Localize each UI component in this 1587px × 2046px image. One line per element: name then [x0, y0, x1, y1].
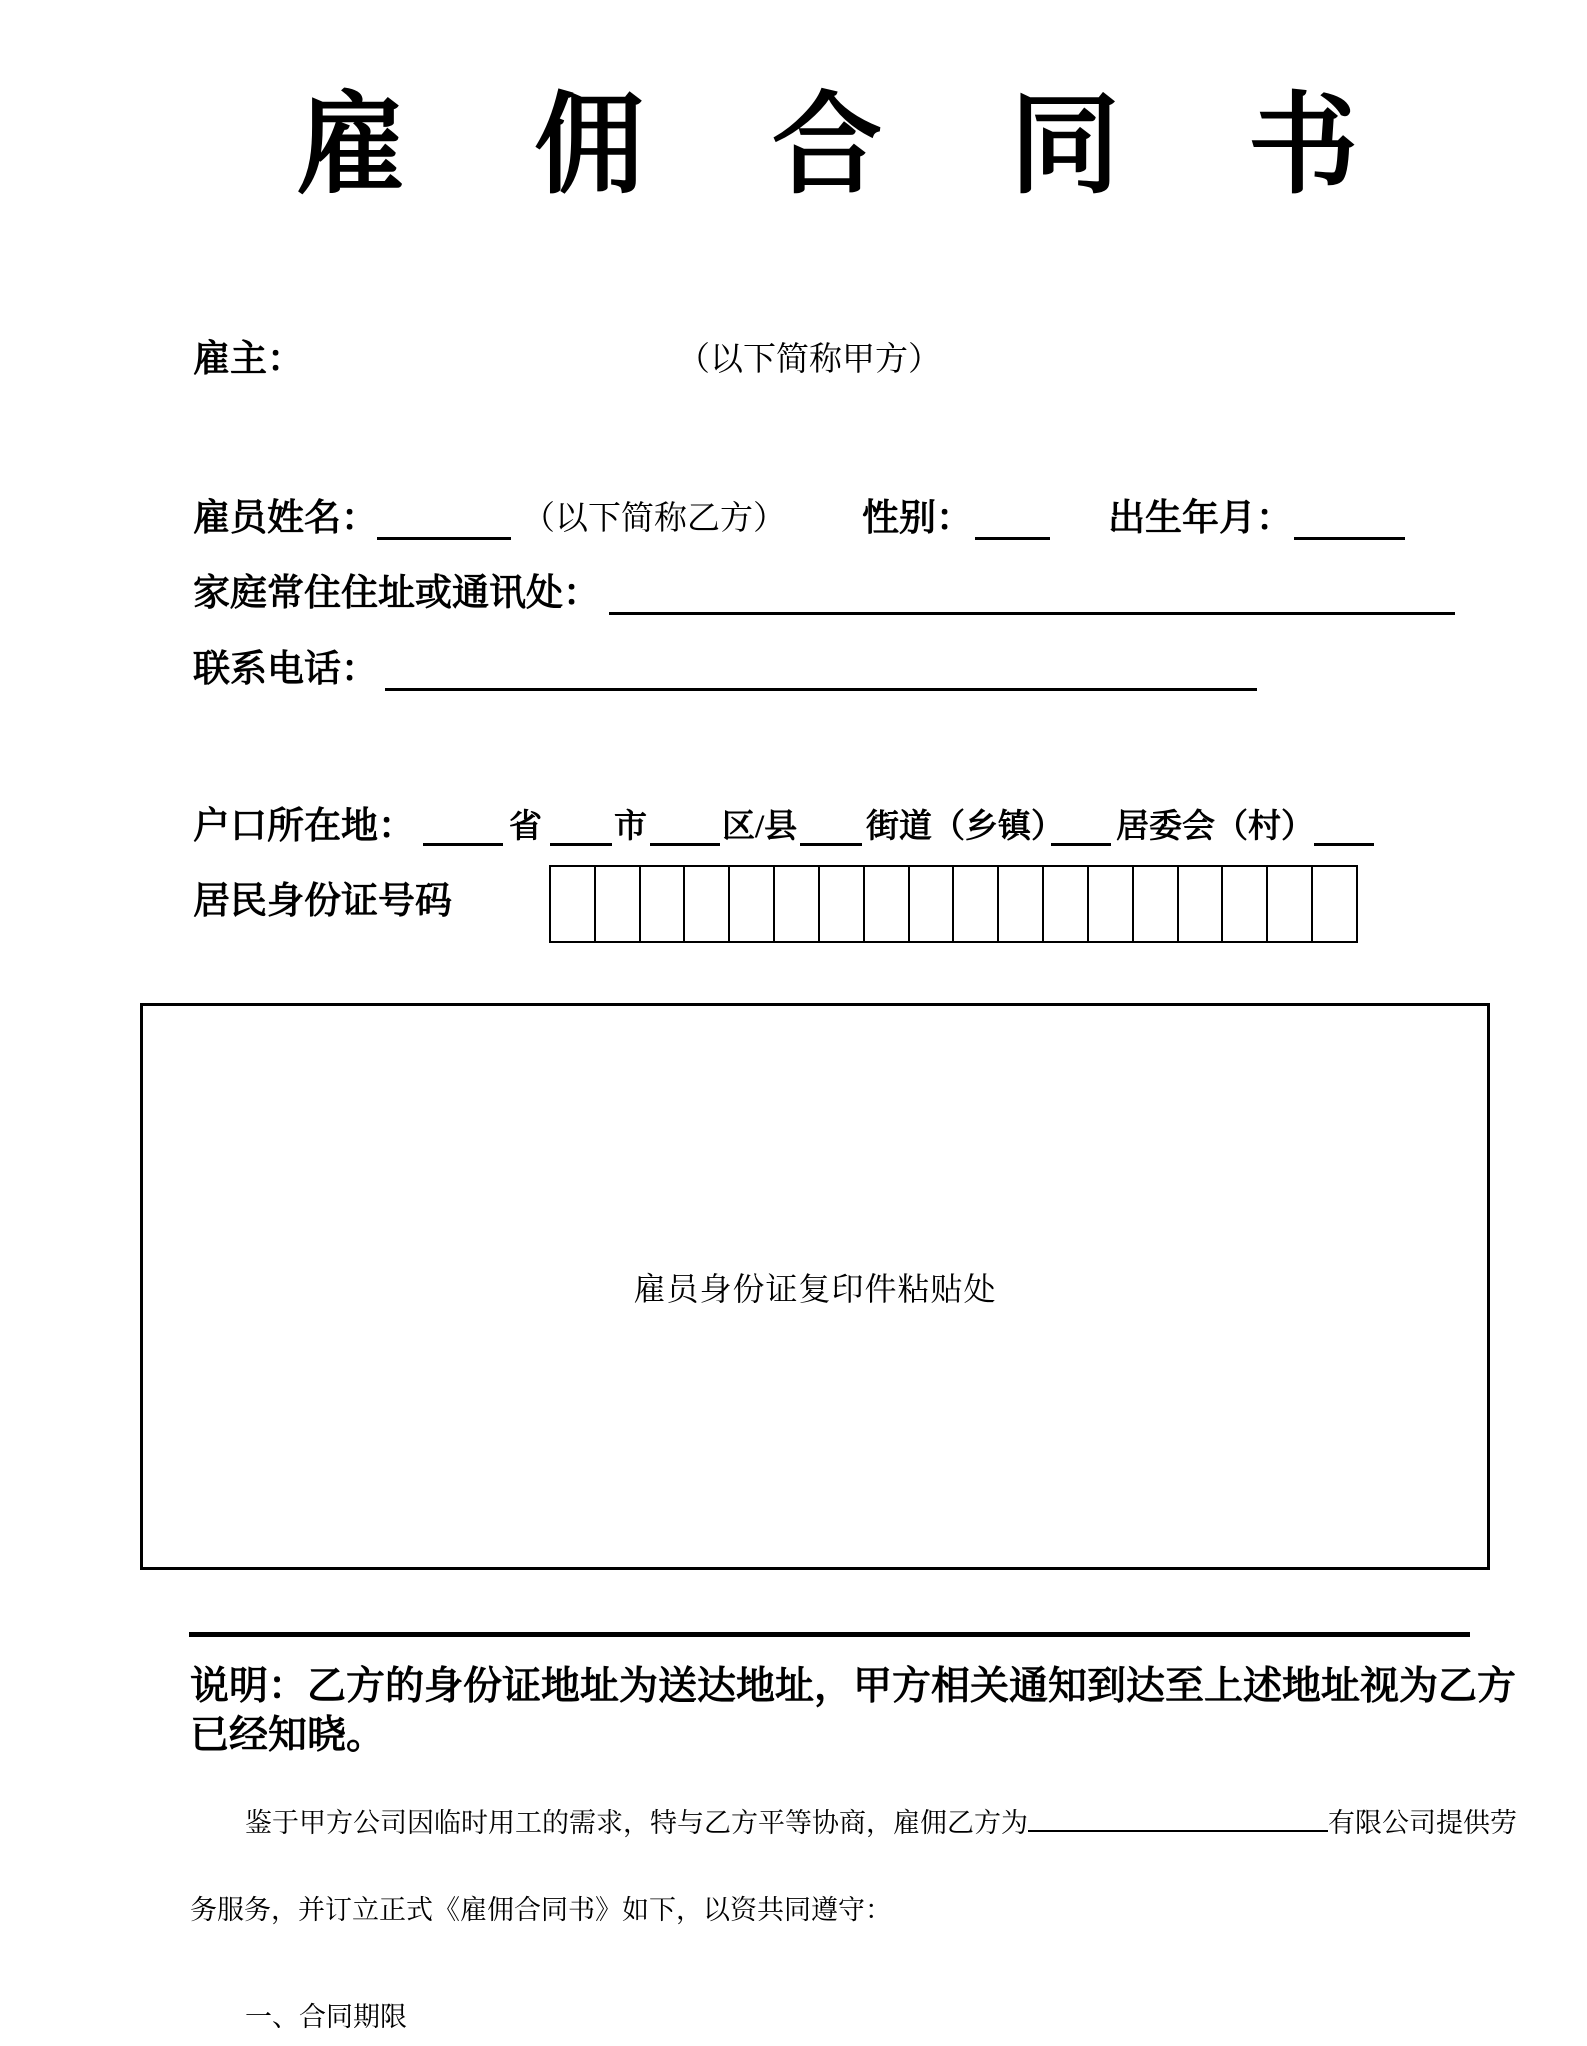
preamble-text-before-blank: 鉴于甲方公司因临时用工的需求，特与乙方平等协商，雇佣乙方为: [245, 1808, 1028, 1838]
gender-blank: [975, 497, 1050, 540]
id-digit-cell: [596, 867, 641, 941]
preamble-line1: [190, 1806, 1517, 1840]
id-digit-cell: [910, 867, 955, 941]
id-digit-cell: [775, 867, 820, 941]
id-digit-cell: [730, 867, 775, 941]
id-digit-cell: [820, 867, 865, 941]
id-digit-cell: [1179, 867, 1224, 941]
delivery-note: [190, 1662, 1516, 1760]
birth-date-label: 出生年月：: [1108, 498, 1293, 539]
phone-blank: [385, 648, 1257, 691]
party-b-hint: （以下简称乙方）: [522, 501, 786, 537]
id-digit-cell: [551, 867, 596, 941]
separator-line: [189, 1632, 1470, 1637]
phone-label: 联系电话：: [193, 649, 378, 690]
committee-label: 居委会（村）: [1116, 809, 1314, 845]
party-a-hint: （以下简称甲方）: [677, 342, 941, 378]
id-digit-cell: [1268, 867, 1313, 941]
section-1-heading: 一、合同期限: [245, 2002, 407, 2032]
province-label: 省: [509, 809, 542, 845]
city-label: 市: [614, 809, 647, 845]
id-digit-cell: [641, 867, 686, 941]
employer-row: [0, 338, 1587, 382]
id-digit-cell: [999, 867, 1044, 941]
delivery-note-line2: 已经知晓。: [190, 1714, 386, 1757]
id-digit-cell: [1089, 867, 1134, 941]
hukou-label: 户口所在地：: [193, 806, 415, 847]
id-photo-box: [140, 1003, 1490, 1570]
employee-info-row: [0, 497, 1587, 541]
id-digit-cell: [685, 867, 730, 941]
district-label: 区/县: [722, 809, 798, 845]
id-digit-cell: [1134, 867, 1179, 941]
id-digit-cell: [865, 867, 910, 941]
hukou-blank-4: [800, 805, 862, 846]
hukou-blank-1: [423, 805, 503, 846]
preamble-text-after-blank: 有限公司提供劳: [1328, 1808, 1517, 1838]
id-photo-caption: 雇员身份证复印件粘贴处: [633, 1270, 997, 1307]
street-label: 街道（乡镇）: [866, 809, 1064, 845]
hukou-blank-3: [650, 805, 720, 846]
id-number-label: 居民身份证号码: [193, 881, 452, 922]
id-number-grid: [549, 865, 1358, 943]
id-digit-cell: [1313, 867, 1356, 941]
id-digit-cell: [1223, 867, 1268, 941]
hukou-blank-2: [550, 805, 612, 846]
id-digit-cell: [1044, 867, 1089, 941]
home-address-row: [0, 572, 1587, 616]
delivery-note-line1: 说明：乙方的身份证地址为送达地址，甲方相关通知到达至上述地址视为乙方: [190, 1665, 1517, 1708]
preamble-line2: 务服务，并订立正式《雇佣合同书》如下，以资共同遵守：: [190, 1895, 892, 1925]
document-title: 雇佣合同书: [296, 85, 1486, 207]
phone-row: [0, 648, 1587, 692]
employer-label: 雇主：: [193, 339, 304, 380]
home-address-label: 家庭常住住址或通讯处：: [193, 573, 600, 614]
employee-name-blank: [377, 497, 511, 540]
hukou-blank-6: [1314, 805, 1374, 846]
hukou-row: [0, 805, 1587, 849]
gender-label: 性别：: [862, 498, 973, 539]
company-name-blank: [1028, 1806, 1328, 1832]
home-address-blank: [609, 572, 1455, 615]
hukou-blank-5: [1051, 805, 1111, 846]
id-digit-cell: [954, 867, 999, 941]
employee-name-label: 雇员姓名：: [193, 498, 378, 539]
birth-date-blank: [1294, 497, 1405, 540]
